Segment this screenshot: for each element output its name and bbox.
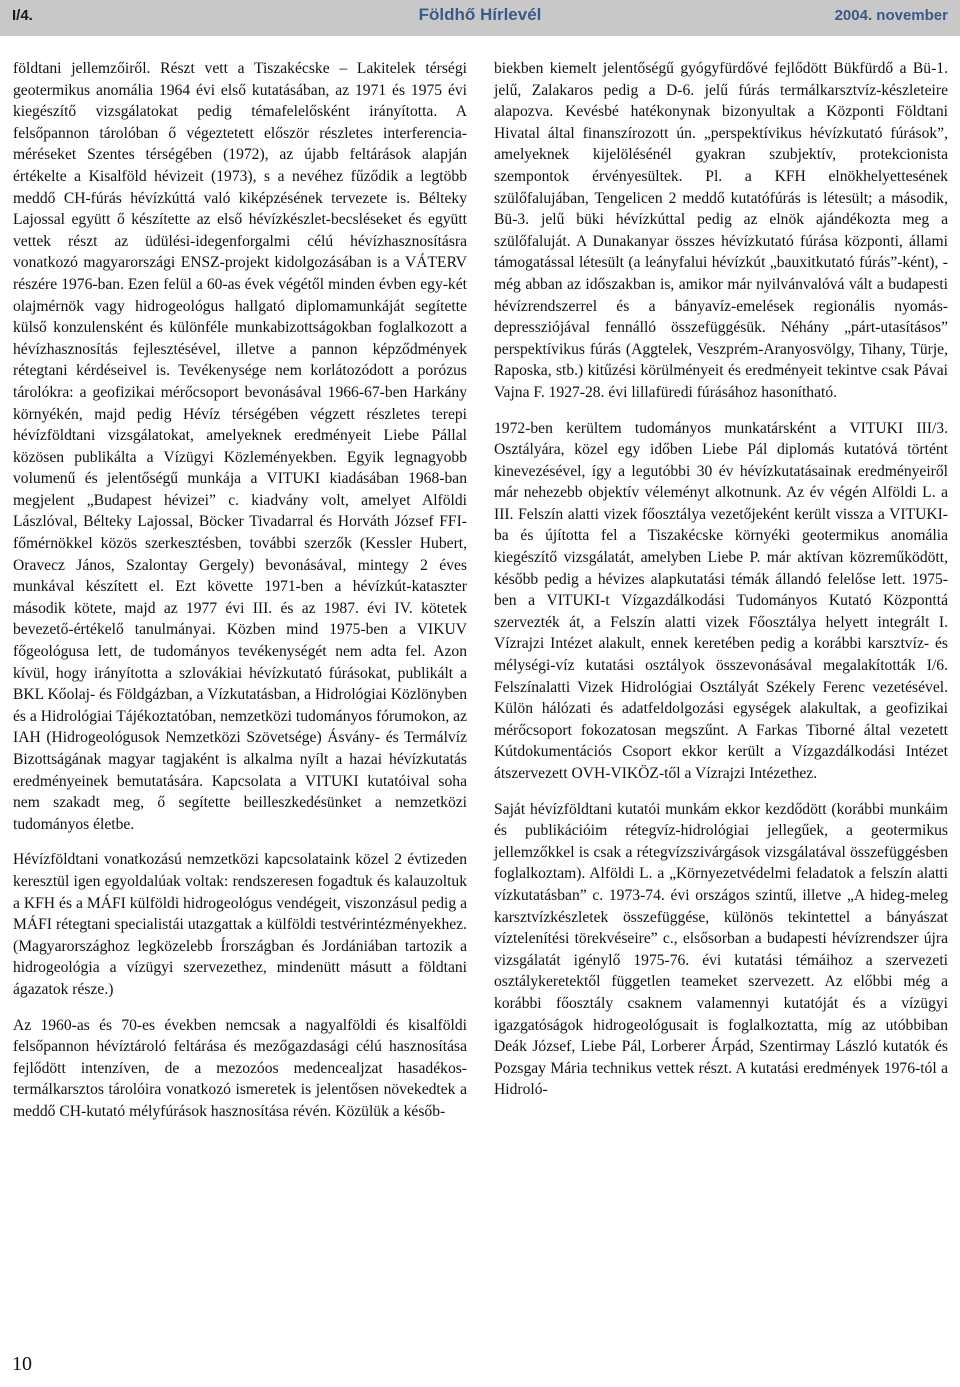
newsletter-title: Földhő Hírlevél (418, 5, 542, 24)
paragraph: Hévízföldtani vonatkozású nemzetközi kapcsolataink közel 2 évtizeden keresztül igen egyoldalúak voltak: rendszeresen fogadtuk és kalauzoltuk a KFH és a MÁFI külföldi hidrogeológus vendégeit, viszonzásul pedig a MÁFI rétegtani specialistái utazgattak a külföldi testvérintézményekhez. (Magyarországhoz legközelebb Írországban és Jordániában tartozik a hidrogeológia a vízügyi szervezethez, mindenütt másutt a földtani ágazatok része.) (13, 851, 467, 998)
left-column (13, 58, 467, 1137)
page-header (0, 0, 960, 36)
issue-number: I/4. (12, 7, 33, 24)
paragraph: földtani jellemzőiről. Részt vett a Tiszakécske – Lakitelek térségi geotermikus anomália 1964 évi első kutatásában, az 1971 és 1975 évi kiegészítő vizsgálatokat pedig témafelelősként irányította. A felsőpannon tárolóban ő végeztetett először részletes interferencia-méréseket Szentes térségében (1972), az újabb feltárások alapján értékelte a Kisalföld hévizeit (1973), s a nevéhez fűződik a legtöbb meddő CH-fúrás hévízkúttá való kiképzésének tervezete is. Bélteky Lajossal együtt ő készítette az első hévízkészlet-becsléseket és együtt vettek részt az üdülési-idegenforgalmi célú hévízhasznosításra vonatkozó magyarországi ENSZ-projekt kidolgozásában is a VÁTERV részére 1976-ban. Ezen felül a 60-as évek végétől minden évben egy-két olajmérnök vagy hidrogeológus hallgató diplomamunkáját segítette külső konzulensként és különféle munkabizottságokban foglalkozott a hévízhasznosítás fejlesztésével, illetve a pannon képződmények rétegtani kérdéseivel is. Tevékenysége nem korlátozódott a porózus tárolókra: a geofizikai mérőcsoport bevonásával 1966-67-ben Harkány környékén, majd pedig Hévíz térségében végzett részletes terepi hévízföldtani vizsgálatokat, amelyeknek eredményeit Liebe Pállal közösen publikálta a Vízügyi Közleményekben. Egyik legnagyobb volumenű és jelentőségű munkája a VITUKI kiadásában 1968-ban megjelent „Budapest hévizei” c. kiadvány volt, amelyet Alföldi Lászlóval, Bélteky Lajossal, Böcker Tivadarral és Horváth József FFI-főmérnökkel közös szerkesztésben, további szerzők (Kessler Hubert, Oravecz János, Szalontay Gergely) bevonásával, mintegy 2 éves munkával készített el. Ezt követte 1971-ben a hévízkút-kataszter második kötete, majd az 1977 évi III. és az 1987. évi IV. kötetek bevezető-értékelő tanulmányai. Közben mind 1975-ben a VIKUV főgeológusa lett, de tudományos tevékenységét nem adta fel. Azon kívül, hogy irányította a szlovákiai hévízkutató fúrásokat, publikált a BKL Kőolaj- és Földgázban, a Vízkutatásban, a Hidrológiai Közlönyben és a Hidrológiai Tájékoztatóban, nemzetközi tudományos fórumokon, az IAH (Hidrogeológusok Nemzetközi Szövetsége) Ásvány- és Termálvíz Bizottságának magyar tagjaként is alkalma nyílt a hazai hévízkutatás eredményeinek bemutatására. Kapcsolata a VITUKI kutatóival soha nem szakadt meg, ő segítette beilleszkedésünket a nemzetközi tudományos életbe. (13, 60, 467, 833)
paragraph: biekben kiemelt jelentőségű gyógyfürdővé fejlődött Bükfürdő a Bü-1. jelű, Zalakaros pedig a D-6. jelű fúrás termálkarsztvíz-készleteire alapozva. Kevésbé hatékonynak bizonyultak a Központi Földtani Hivatal által finanszírozott ún. „perspektívikus hévízkutató fúrások”, amelyeknek kijelölésénél gyakran szubjektív, protekcionista szempontok érvényesültek. Pl. a KFH elnökhelyettesének szülőfalujában, Tengelicen 2 meddő kutatófúrás is létesült; a második, Bü-3. jelű büki hévízkúttal pedig az elnök ajándékozta meg a szülőfaluját. A Dunakanyar összes hévízkutató fúrása központi, állami támogatással létesült (a leányfalui hévízkút „bauxitkutató fúrás”-ként), - még abban az időszakban is, amikor már nyilvánvalóvá vált a budapesti hévízrendszerrel és a bányavíz-emelések regionális nyomás-depressziójával fennálló összefüggésük. Néhány „párt-utasításos” perspektívikus fúrás (Aggtelek, Veszprém-Aranyosvölgy, Tihany, Türje, Raposka, stb.) kitűzési körülményeit és eredményeit tekintve csak Pávai Vajna F. 1927-28. évi lillafüredi fúrásához hasonítható. (494, 60, 948, 401)
right-column (494, 58, 948, 1115)
page-number: 10 (12, 1353, 32, 1375)
paragraph: 1972-ben kerültem tudományos munkatársként a VITUKI III/3. Osztályára, közel egy időben Liebe Pál diplomás kutatóvá történt kinevezésével, így a legutóbbi 30 év hévízkutatásainak eredményeiről már nehezebb objektív véleményt alkotnunk. Az év végén Alföldi L. a III. Felszín alatti vizek főosztálya vezetőjeként került vissza a VITUKI-ba és újította fel a Tiszakécske környéki geotermikus anomália kiegészítő vizsgálatát, amelyben Liebe P. már aktívan közreműködött, később pedig a hévizes alapkutatási témák állandó felelőse lett. 1975-ben a VITUKI-t Vízgazdálkodási Tudományos Kutató Központtá szervezték át, a Felszín alatti vizek Főosztálya helyett integrált I. Vízrajzi Intézet alakult, ennek keretében pedig a korábbi karsztvíz- és mélységi-víz kutatási osztályok összevonásával megalakították I/6. Felszínalatti Vizek Hidrológiai Osztályát Székely Ferenc vezetésével. Külön hálózati és adatfeldolgozási egységek alakultak, a geofizikai mérőcsoport fokozatosan megszűnt. A Farkas Tiborné által vezetett Kútdokumentációs Csoport ekkor került a Vízgazdálkodási Intézet átszervezett OVH-VIKÖZ-től a Vízrajzi Intézethez. (494, 419, 948, 782)
paragraph: Az 1960-as és 70-es években nemcsak a nagyalföldi és kisalföldi felsőpannon hévíztároló feltárása és mezőgazdasági célú hasznosítása fejlődött intenzíven, de a mezozóos medencealjzat hasadékos-termálkarsztos tárolóira vonatkozó ismeretek is jelentősen növekedtek a meddő CH-kutató mélyfúrások hasznosítása révén. Közülük a későb- (13, 1016, 467, 1120)
paragraph: Saját hévízföldtani kutatói munkám ekkor kezdődött (korábbi munkáim és publikációim rétegvíz-hidrológiai jellegűek, a geotermikus jellemzőkkel is csak a rétegvízszivárgások vizsgálatával összefüggésben foglalkoztam). Alföldi L. a „Környezetvédelmi feladatok a felszín alatti vízkutatásban” c. 1973-74. évi országos szintű, illetve „A hideg-meleg karsztvízkészletek összefüggése, különös tekintettel a bányászat víztelenítési törekvéseire” c., elsősorban a budapesti hévízrendszer újra vizsgálatát igénylő 1975-76. évi kutatási témáihoz a szervezeti osztálykeretektől független teameket szervezett. Az előbbi még a korábbi főosztály csaknem valamennyi kutatóját és a vízügyi igazgatóságok hidrogeológusait is foglalkoztatta, míg az utóbbiban Deák József, Liebe Pál, Lorberer Árpád, Szentirmay László kutatók és Pozsgay Mária technikus vettek részt. A kutatási eredmények 1976-tól a Hidroló- (494, 800, 948, 1099)
issue-date: 2004. november (834, 7, 948, 24)
